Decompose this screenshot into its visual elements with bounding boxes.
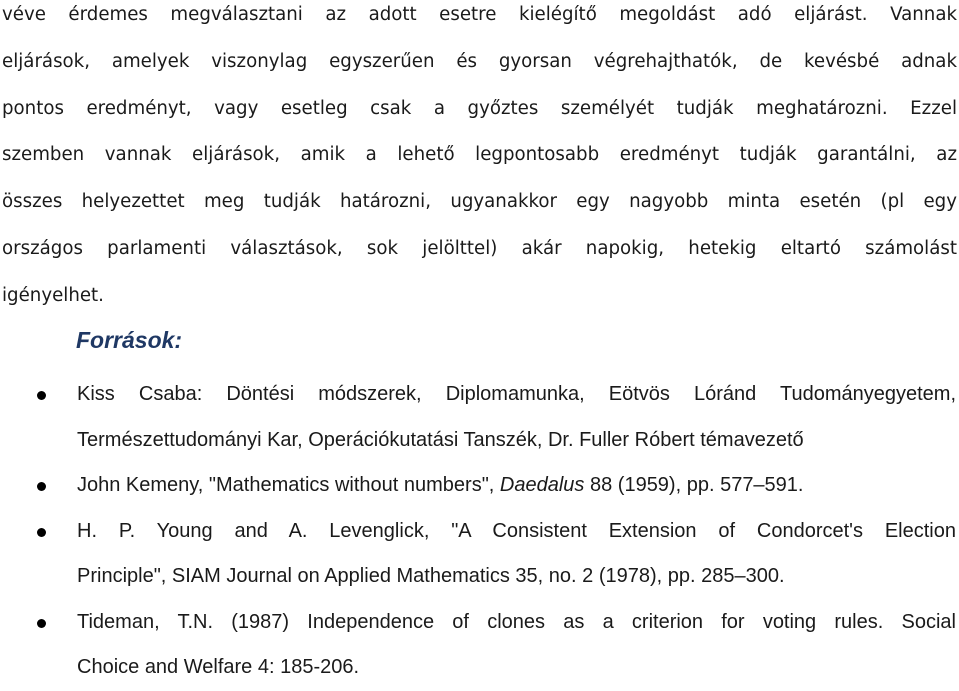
bullet-icon — [37, 391, 46, 400]
bullet-icon — [37, 619, 46, 628]
paragraph-line: szemben vannak eljárások, amik a lehető legpontosabb eredményt tudják garantálni, az — [2, 144, 957, 166]
paragraph-line: országos parlamenti választások, sok jelölttel) akár napokig, hetekig eltartó számolást — [2, 237, 957, 259]
source-line: H. P. Young and A. Levenglick, "A Consistent Extension of Condorcet's Election — [77, 519, 956, 542]
source-item — [0, 372, 959, 463]
source-line: Tideman, T.N. (1987) Independence of clones as a criterion for voting rules. Social — [77, 610, 956, 633]
body-paragraph — [2, 0, 957, 320]
source-item — [0, 600, 959, 691]
source-line: Principle", SIAM Journal on Applied Mathematics 35, no. 2 (1978), pp. 285–300. — [77, 565, 785, 587]
citation-text: 88 (1959), pp. 577–591. — [584, 474, 804, 496]
paragraph-line: összes helyezettet meg tudják határozni, ugyanakkor egy nagyobb minta esetén (pl egy — [2, 191, 957, 213]
source-line: Kiss Csaba: Döntési módszerek, Diplomamunka, Eötvös Lóránd Tudományegyetem, — [77, 383, 956, 405]
journal-title: Daedalus — [499, 474, 585, 496]
bullet-icon — [37, 528, 46, 537]
source-item — [0, 509, 959, 600]
bullet-icon — [37, 482, 46, 491]
source-line: Természettudományi Kar, Operációkutatási Tanszék, Dr. Fuller Róbert témavezető — [77, 428, 804, 451]
source-line: Choice and Welfare 4: 185-206. — [77, 656, 360, 678]
paragraph-line: pontos eredményt, vagy esetleg csak a győztes személyét tudják meghatározni. Ezzel — [2, 97, 957, 119]
citation-text: John Kemeny, "Mathematics without numbers", — [77, 474, 500, 496]
source-item — [0, 463, 959, 509]
sources-heading: Források: — [76, 327, 183, 353]
sources-list — [0, 372, 959, 691]
paragraph-line: véve érdemes megválasztani az adott esetre kielégítő megoldást adó eljárást. Vannak — [2, 4, 957, 25]
paragraph-line: igényelhet. — [2, 284, 104, 306]
source-line — [77, 463, 956, 509]
paragraph-line: eljárások, amelyek viszonylag egyszerűen és gyorsan végrehajthatók, de kevésbé adnak — [2, 50, 957, 72]
